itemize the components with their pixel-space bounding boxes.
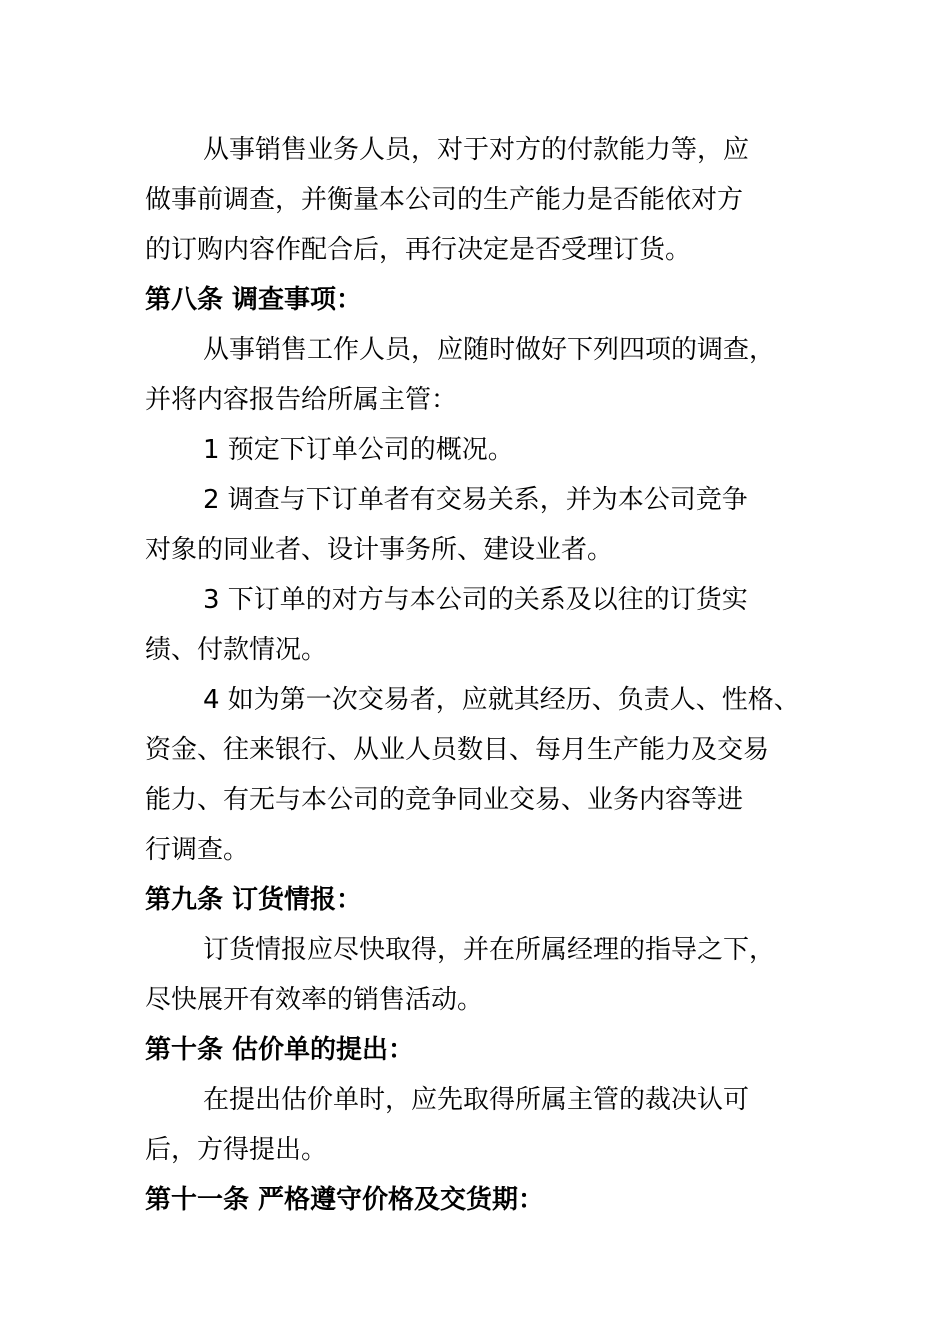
article-10-line-2: 后，方得提出。 [145,1135,328,1165]
article-8-item-4-line-2: 资金、往来银行、从业人员数目、每月生产能力及交易 [145,735,770,765]
article-8-line-2: 并将内容报告给所属主管： [145,385,458,415]
article-8-item-4-line-1: 4 如为第一次交易者，应就其经历、负责人、性格、 [203,685,800,715]
article-8-item-3-line-1: 3 下订单的对方与本公司的关系及以往的订货实 [203,585,748,615]
intro-line-1: 从事销售业务人员，对于对方的付款能力等，应 [203,135,750,165]
article-8-item-1: 1 预定下订单公司的概况。 [203,435,514,465]
article-8-item-4-line-3: 能力、有无与本公司的竞争同业交易、业务内容等进 [145,785,744,815]
article-11-heading: 第十一条 严格遵守价格及交货期： [145,1185,545,1215]
article-8-item-4-line-4: 行调查。 [145,835,250,865]
article-8-item-2-line-2: 对象的同业者、设计事务所、建设业者。 [145,535,614,565]
article-8-heading: 第八条 调查事项： [145,285,363,315]
article-8-item-2-line-1: 2 调查与下订单者有交易关系，并为本公司竞争 [203,485,748,515]
article-10-heading: 第十条 估价单的提出： [145,1035,415,1065]
article-9-line-1: 订货情报应尽快取得，并在所属经理的指导之下， [203,935,776,965]
intro-line-2: 做事前调查，并衡量本公司的生产能力是否能依对方 [145,185,744,215]
article-8-item-3-line-2: 绩、付款情况。 [145,635,328,665]
article-9-line-2: 尽快展开有效率的销售活动。 [145,985,484,1015]
article-9-heading: 第九条 订货情报： [145,885,363,915]
article-8-line-1: 从事销售工作人员，应随时做好下列四项的调查， [203,335,776,365]
intro-line-3: 的订购内容作配合后，再行决定是否受理订货。 [145,235,692,265]
article-10-line-1: 在提出估价单时，应先取得所属主管的裁决认可 [203,1085,750,1115]
